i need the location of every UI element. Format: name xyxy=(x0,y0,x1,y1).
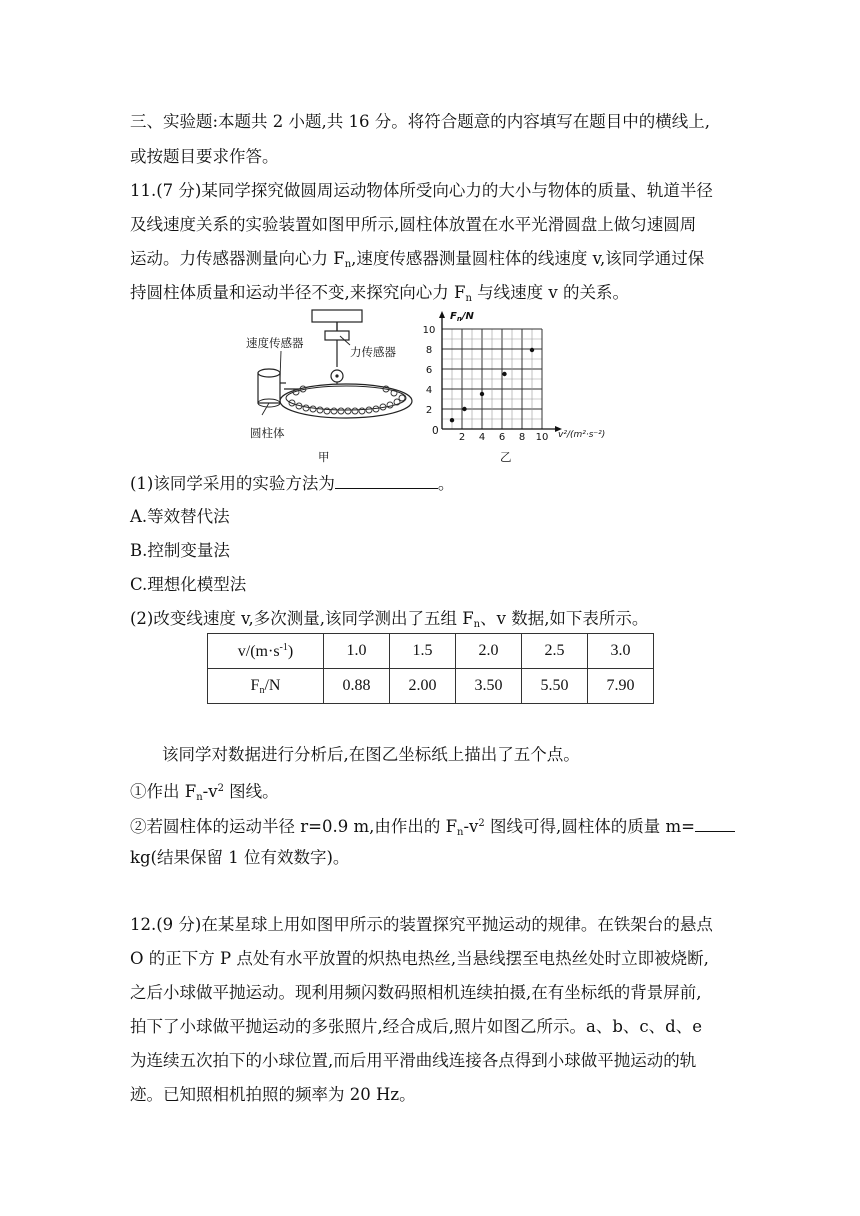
table-cell: 0.88 xyxy=(324,669,390,704)
chart-grid xyxy=(442,329,542,429)
q11-part1-question: (1)该同学采用的实验方法为 。 xyxy=(130,474,455,493)
x-tick-label: 10 xyxy=(535,432,549,443)
section-header-line-1: 三、实验题:本题共 2 小题,共 16 分。将符合题意的内容填写在题目中的横线上, xyxy=(130,112,711,131)
x-tick-label: 2 xyxy=(458,432,466,443)
table-row xyxy=(208,634,654,669)
q11-line-3: 运动。力传感器测量向心力 $F_n$,速度传感器测量圆柱体的线速度 v,该同学通过保 xyxy=(130,249,705,270)
y-axis-label: $F_n/N$ xyxy=(450,311,474,323)
after-table-text: 该同学对数据进行分析后,在图乙坐标纸上描出了五个点。 xyxy=(162,745,580,764)
y-tick-label: 8 xyxy=(425,345,433,356)
table-cell: 2.00 xyxy=(390,669,456,704)
data-point xyxy=(480,392,484,396)
item-1: ①作出 $F_n-v^2$ 图线。 xyxy=(130,782,279,803)
q12-line-6: 迹。已知照相机拍照的频率为 20 Hz。 xyxy=(130,1085,416,1104)
answer-blank-1[interactable] xyxy=(335,472,438,489)
y-tick-label: 6 xyxy=(425,365,433,376)
option-b: B.控制变量法 xyxy=(130,541,230,560)
table-cell: 1.0 xyxy=(324,634,390,669)
figure-yi-chart xyxy=(420,305,630,465)
table-cell: 3.50 xyxy=(456,669,522,704)
y-tick-label: 2 xyxy=(425,405,433,416)
y-tick-label: 4 xyxy=(425,385,433,396)
q11-line-2: 及线速度关系的实验装置如图甲所示,圆柱体放置在水平光滑圆盘上做匀速圆周 xyxy=(130,215,697,234)
data-point xyxy=(462,407,466,411)
q11-line-4: 持圆柱体质量和运动半径不变,来探究向心力 $F_n$ 与线速度 v 的关系。 xyxy=(130,283,629,304)
data-point xyxy=(502,372,506,376)
figure-jia-caption: 甲 xyxy=(318,450,330,464)
x-tick-label: 4 xyxy=(478,432,486,443)
q12-line-2: O 的正下方 P 点处有水平放置的炽热电热丝,当悬线摆至电热丝处时立即被烧断, xyxy=(130,949,709,968)
q12-line-1: 12.(9 分)在某星球上用如图甲所示的装置探究平抛运动的规律。在铁架台的悬点 xyxy=(130,915,713,934)
x-tick-label: 8 xyxy=(518,432,526,443)
q12-line-3: 之后小球做平抛运动。现利用频闪数码照相机连续拍摄,在有坐标纸的背景屏前, xyxy=(130,983,702,1002)
data-point xyxy=(530,348,534,352)
item-2-line-2: kg(结果保留 1 位有效数字)。 xyxy=(130,848,350,867)
figure-jia-apparatus xyxy=(236,305,416,465)
item-2: ②若圆柱体的运动半径 r=0.9 m,由作出的 $F_n-v^2$ 图线可得,圆柱体的质量 m= xyxy=(130,814,735,843)
origin-label: 0 xyxy=(432,425,439,437)
y-tick-label: 10 xyxy=(422,325,436,336)
table-cell: 2.0 xyxy=(456,634,522,669)
q12-line-5: 为连续五次拍下的小球位置,而后用平滑曲线连接各点得到小球做平抛运动的轨 xyxy=(130,1051,697,1070)
q11-line-1: 11.(7 分)某同学探究做圆周运动物体所受向心力的大小与物体的质量、轨道半径 xyxy=(130,181,713,200)
table-cell: 3.0 xyxy=(588,634,654,669)
q11-part2-question: (2)改变线速度 v,多次测量,该同学测出了五组 $F_n$、v 数据,如下表所示。 xyxy=(130,609,649,630)
option-a: A.等效替代法 xyxy=(130,507,230,526)
table-cell: 5.50 xyxy=(522,669,588,704)
option-c: C.理想化模型法 xyxy=(130,575,247,594)
table-header-fn: $F_n/N$ xyxy=(208,669,324,704)
force-sensor-label: 力传感器 xyxy=(350,345,396,359)
cylinder-label: 圆柱体 xyxy=(250,426,285,440)
table-cell: 7.90 xyxy=(588,669,654,704)
table-header-v: $v/(m\cdot s^{-1})$ xyxy=(208,634,324,669)
table-row xyxy=(208,669,654,704)
data-point xyxy=(450,418,454,422)
table-cell: 1.5 xyxy=(390,634,456,669)
x-tick-label: 6 xyxy=(498,432,506,443)
figure-yi-caption: 乙 xyxy=(500,450,512,464)
speed-sensor-label: 速度传感器 xyxy=(246,336,304,350)
x-axis-label: v²/(m²·s⁻²) xyxy=(558,430,606,440)
data-table xyxy=(207,633,654,704)
table-cell: 2.5 xyxy=(522,634,588,669)
section-header-line-2: 或按题目要求作答。 xyxy=(130,147,279,166)
y-axis-arrow xyxy=(439,311,445,318)
q12-line-4: 拍下了小球做平抛运动的多张照片,经合成后,照片如图乙所示。a、b、c、d、e xyxy=(130,1017,702,1036)
answer-blank-2[interactable] xyxy=(695,815,735,832)
